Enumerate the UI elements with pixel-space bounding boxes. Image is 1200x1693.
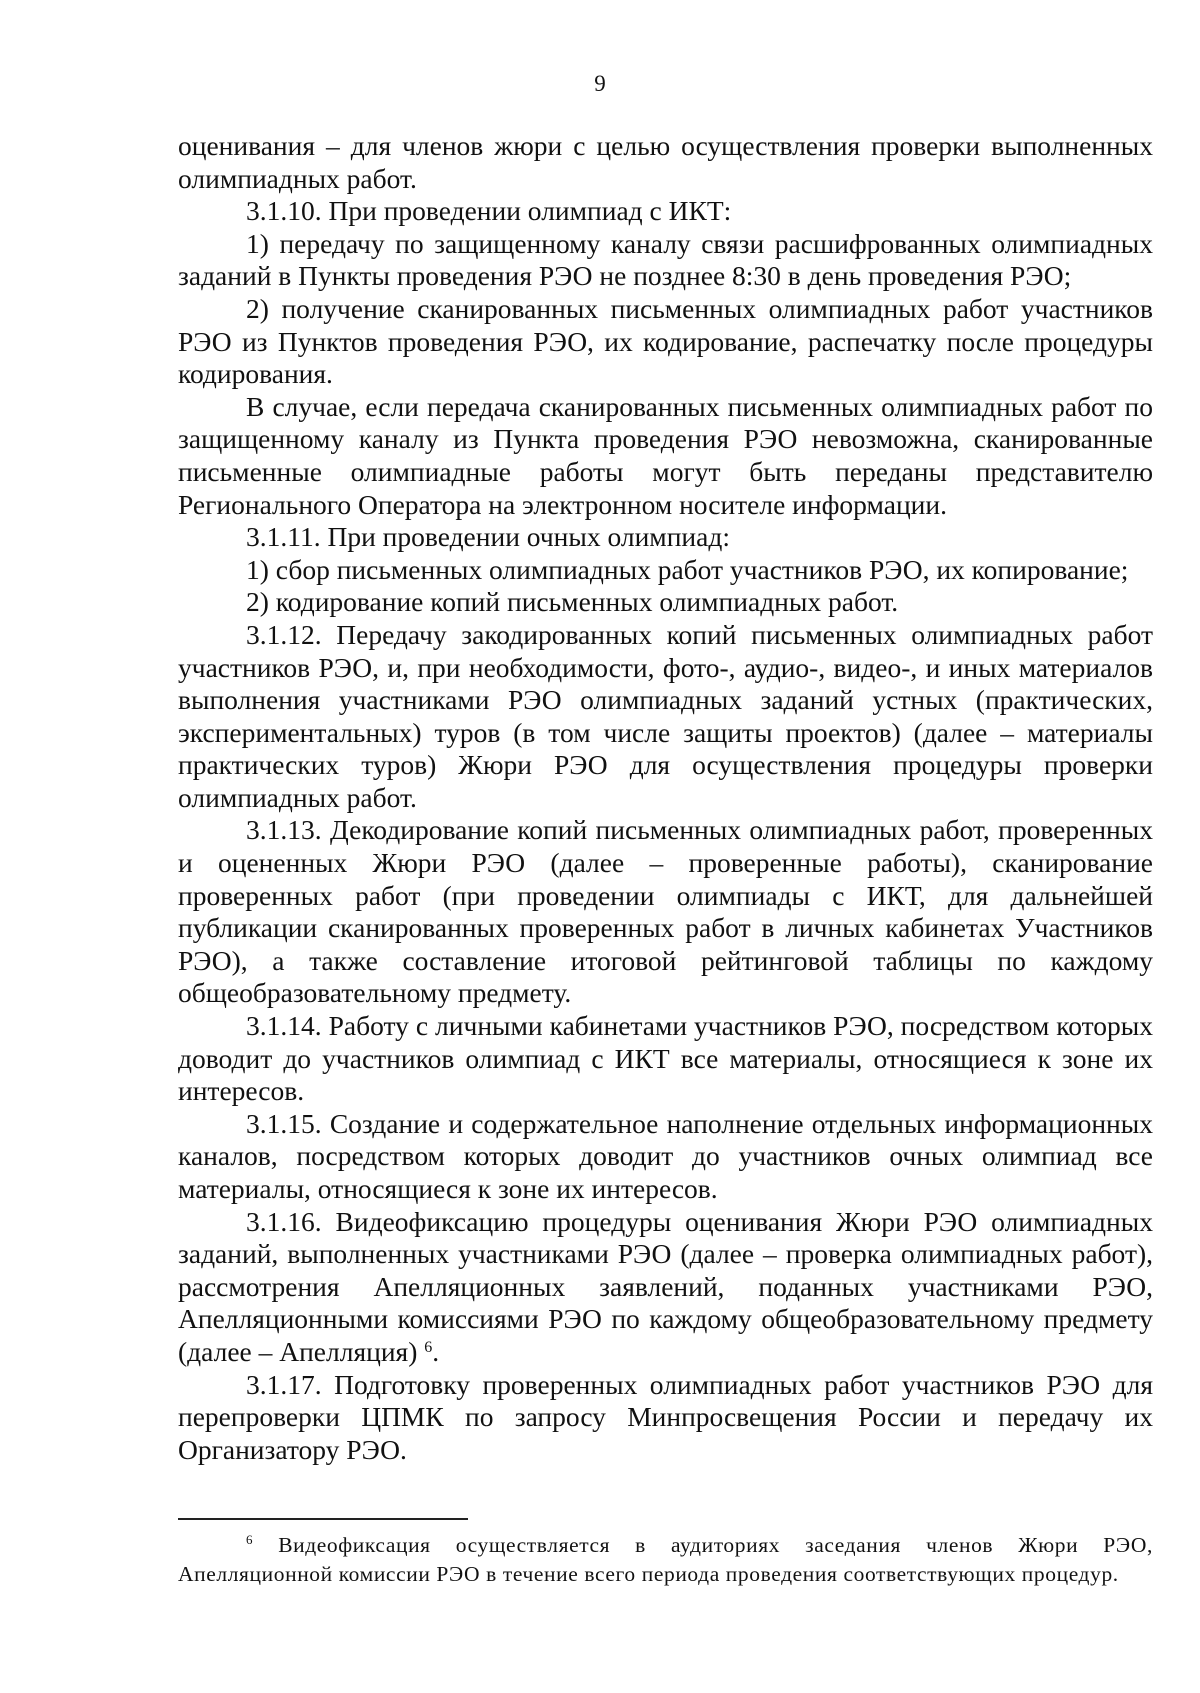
footnote [178,1531,1153,1588]
paragraph [178,1206,1153,1369]
page-number: 9 [594,71,606,96]
footnote-marker: 6 [246,1532,254,1547]
footnote-text: Видеофиксация осуществляется в аудиториях заседания членов Жюри РЭО, Апелляционной комиссии РЭО в течение всего периода проведения соответствующих процедур. [178,1533,1153,1586]
paragraph: 3.1.10. При проведении олимпиад с ИКТ: [246,195,732,227]
paragraph: 3.1.13. Декодирование копий письменных олимпиадных работ, проверенных и оцененных Жюри РЭО (далее – проверенные работы), сканирование проверенных работ (при проведении олимпиады с ИКТ, для дальнейшей публикации сканированных проверенных работ в личных кабинетах Участников РЭО), а также составление итоговой рейтинговой таблицы по каждому общеобразовательному предмету. [178,814,1153,1009]
paragraph: 2) кодирование копий письменных олимпиадных работ. [246,586,899,618]
paragraph: 3.1.12. Передачу закодированных копий письменных олимпиадных работ участников РЭО, и, при необходимости, фото-, аудио-, видео-, и иных материалов выполнения участниками РЭО олимпиадных заданий устных (практических, экспериментальных) туров (в том числе защиты проектов) (далее – материалы практических туров) Жюри РЭО для осуществления процедуры проверки олимпиадных работ. [178,618,1153,813]
paragraph: 3.1.15. Создание и содержательное наполнение отдельных информационных каналов, посредством которых доводит до участников очных олимпиад все материалы, относящиеся к зоне их интересов. [178,1107,1153,1204]
paragraph-end: . [432,1335,440,1367]
footnote-paragraph [178,1531,1153,1588]
footnote-separator [178,1518,468,1520]
paragraph: 3.1.17. Подготовку проверенных олимпиадных работ участников РЭО для перепроверки ЦПМК по запросу Минпросвещения России и передачу их Организатору РЭО. [178,1368,1153,1465]
paragraph: 3.1.11. При проведении очных олимпиад: [246,521,730,553]
paragraph: 1) передачу по защищенному каналу связи расшифрованных олимпиадных заданий в Пункты проведения РЭО не позднее 8:30 в день проведения РЭО; [178,227,1153,292]
body-text [178,130,1153,1466]
paragraph-text: 3.1.16. Видеофиксацию процедуры оценивания Жюри РЭО олимпиадных заданий, выполненных участниками РЭО (далее – проверка олимпиадных работ), рассмотрения Апелляционных заявлений, поданных участниками РЭО, Апелляционными комиссиями РЭО по каждому общеобразовательному предмету (далее – Апелляция) [178,1205,1153,1367]
paragraph: 1) сбор письменных олимпиадных работ участников РЭО, их копирование; [246,553,1129,585]
paragraph: В случае, если передача сканированных письменных олимпиадных работ по защищенному каналу из Пункта проведения РЭО невозможна, сканированные письменные олимпиадные работы могут быть переданы представителю Регионального Оператора на электронном носителе информации. [178,390,1153,520]
paragraph: 3.1.14. Работу с личными кабинетами участников РЭО, посредством которых доводит до участников олимпиад с ИКТ все материалы, относящиеся к зоне их интересов. [178,1010,1153,1107]
paragraph: 2) получение сканированных письменных олимпиадных работ участников РЭО из Пунктов проведения РЭО, их кодирование, распечатку после процедуры кодирования. [178,292,1153,390]
paragraph: оценивания – для членов жюри с целью осуществления проверки выполненных олимпиадных работ. [178,130,1153,194]
footnote-reference[interactable]: 6 [424,1338,433,1356]
